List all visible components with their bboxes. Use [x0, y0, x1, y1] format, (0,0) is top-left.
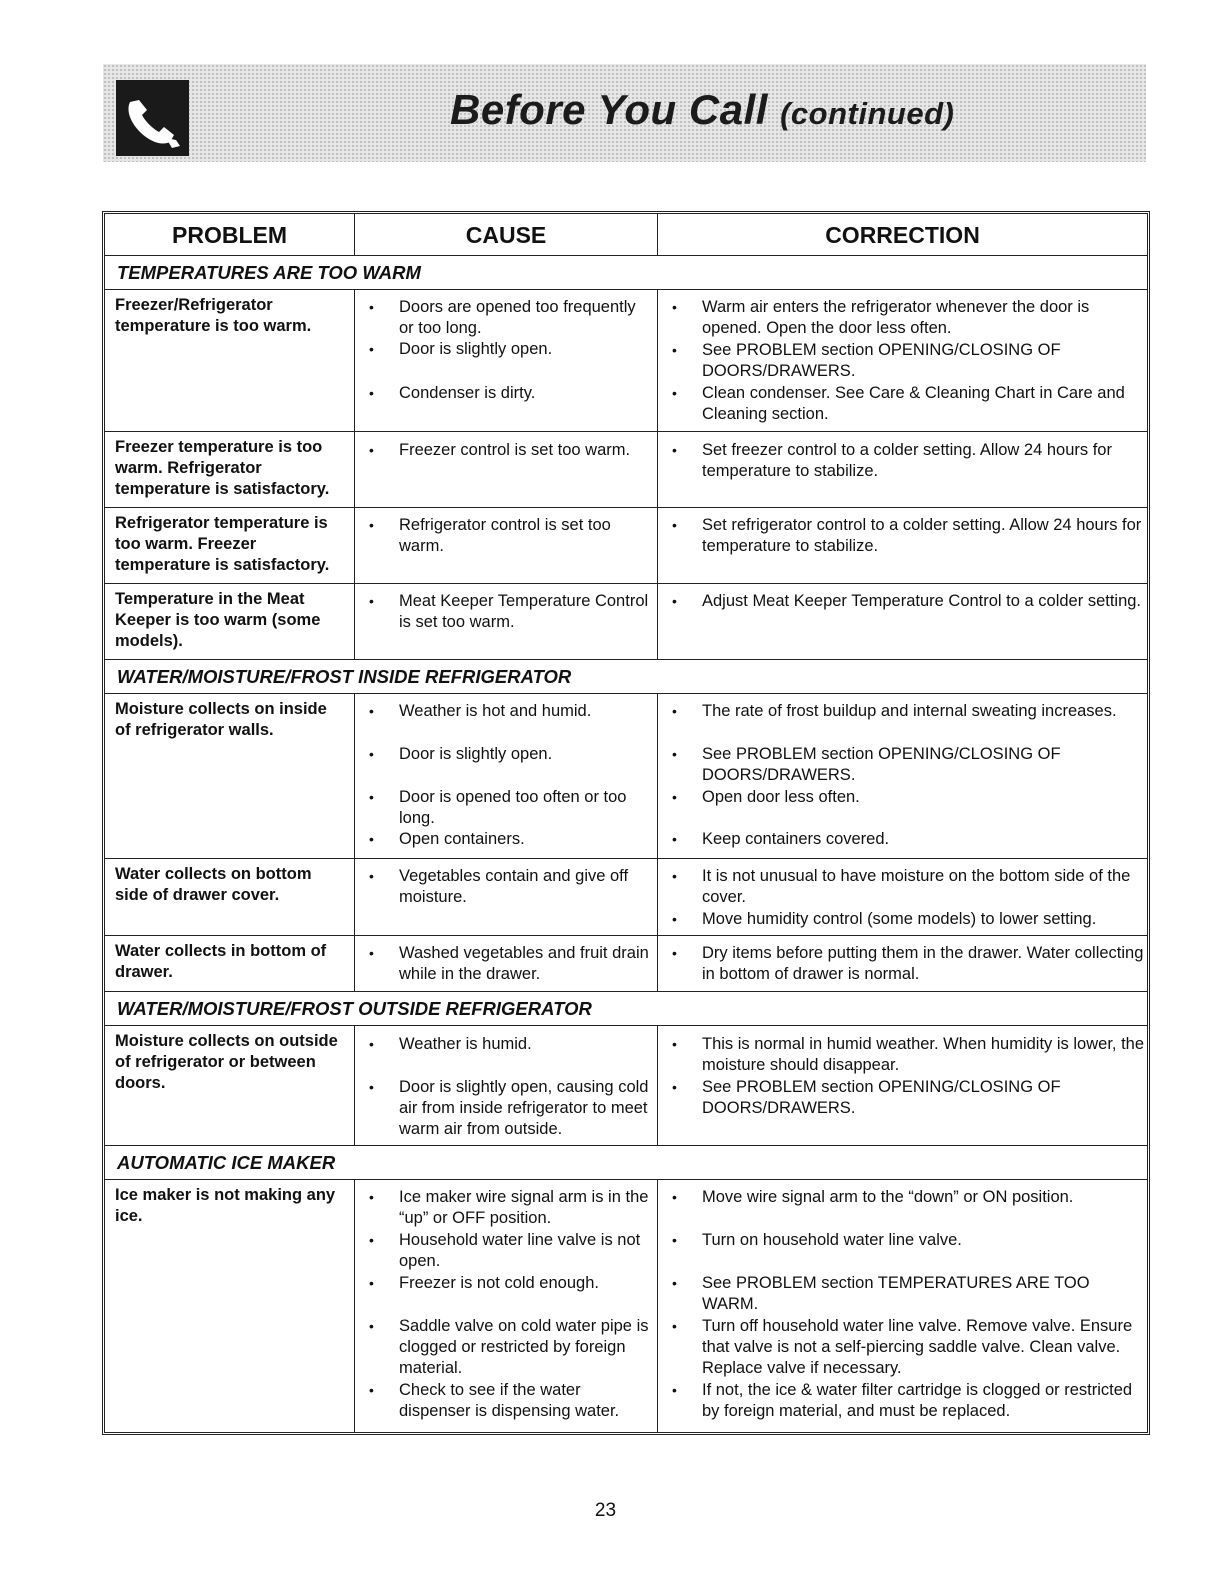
correction-item: • Warm air enters the refrigerator whenever the door is opened. Open the door less often. — [672, 297, 1145, 339]
correction-item: • Turn on household water line valve. — [672, 1230, 1145, 1251]
column-header-correction: CORRECTION — [825, 222, 980, 248]
cause-item: • Weather is humid. — [369, 1034, 651, 1055]
page-subtitle: (continued) — [780, 96, 955, 131]
problem-cell: Ice maker is not making any ice. — [105, 1180, 355, 1432]
correction-item: • Move humidity control (some models) to lower setting. — [672, 909, 1145, 930]
page-title: Before You Call (continued) — [450, 86, 955, 133]
correction-cell — [658, 508, 1147, 583]
cause-item: • Refrigerator control is set too warm. — [369, 515, 651, 557]
cause-item: • Washed vegetables and fruit drain while in the drawer. — [369, 943, 651, 985]
correction-item: • Turn off household water line valve. Remove valve. Ensure that valve is not a self-piercing saddle valve. Clean valve. Replace valve if necessary. — [672, 1316, 1145, 1379]
cause-cell — [355, 859, 658, 935]
problem-cell: Water collects on bottom side of drawer cover. — [105, 859, 355, 935]
correction-item: • Move wire signal arm to the “down” or ON position. — [672, 1187, 1145, 1208]
correction-item: • It is not unusual to have moisture on the bottom side of the cover. — [672, 866, 1145, 908]
correction-cell — [658, 290, 1147, 431]
problem-cell: Water collects in bottom of drawer. — [105, 936, 355, 991]
correction-item: • See PROBLEM section TEMPERATURES ARE TOO WARM. — [672, 1273, 1145, 1315]
correction-item: • Open door less often. — [672, 787, 1145, 808]
correction-item: • Set freezer control to a colder setting. Allow 24 hours for temperature to stabilize. — [672, 440, 1145, 482]
table-header — [105, 214, 1147, 256]
correction-item: • Keep containers covered. — [672, 829, 1145, 850]
correction-item: • If not, the ice & water filter cartridge is clogged or restricted by foreign material, and must be replaced. — [672, 1380, 1145, 1422]
cause-cell — [355, 290, 658, 431]
cause-item: • Door is opened too often or too long. — [369, 787, 651, 829]
problem-cell: Refrigerator temperature is too warm. Freezer temperature is satisfactory. — [105, 508, 355, 583]
table-row — [105, 584, 1147, 660]
problem-cell: Moisture collects on inside of refrigerator walls. — [105, 694, 355, 858]
correction-cell — [658, 1026, 1147, 1145]
table-row — [105, 694, 1147, 859]
telephone-icon — [116, 80, 189, 156]
problem-cell: Freezer/Refrigerator temperature is too warm. — [105, 290, 355, 431]
cause-item: • Freezer control is set too warm. — [369, 440, 651, 461]
section-heading: AUTOMATIC ICE MAKER — [105, 1146, 1147, 1180]
correction-item: • The rate of frost buildup and internal sweating increases. — [672, 701, 1145, 722]
cause-item: • Condenser is dirty. — [369, 383, 651, 404]
table-row — [105, 290, 1147, 432]
correction-item: • Set refrigerator control to a colder setting. Allow 24 hours for temperature to stabilize. — [672, 515, 1145, 557]
correction-item: • Adjust Meat Keeper Temperature Control to a colder setting. — [672, 591, 1145, 612]
cause-item: • Open containers. — [369, 829, 651, 850]
table-row — [105, 859, 1147, 936]
cause-cell — [355, 432, 658, 507]
cause-item: • Door is slightly open. — [369, 339, 651, 360]
cause-item: • Check to see if the water dispenser is dispensing water. — [369, 1380, 651, 1422]
troubleshooting-table — [102, 211, 1150, 1435]
correction-cell — [658, 694, 1147, 858]
correction-item: • See PROBLEM section OPENING/CLOSING OF DOORS/DRAWERS. — [672, 1077, 1145, 1119]
cause-item: • Weather is hot and humid. — [369, 701, 651, 722]
correction-cell — [658, 1180, 1147, 1432]
correction-item: • Clean condenser. See Care & Cleaning Chart in Care and Cleaning section. — [672, 383, 1145, 425]
table-row — [105, 508, 1147, 584]
problem-cell: Moisture collects on outside of refrigerator or between doors. — [105, 1026, 355, 1145]
correction-item: • See PROBLEM section OPENING/CLOSING OF DOORS/DRAWERS. — [672, 744, 1145, 786]
correction-cell — [658, 859, 1147, 935]
page-number: 23 — [594, 1500, 617, 1521]
cause-item: • Freezer is not cold enough. — [369, 1273, 651, 1294]
section-heading: TEMPERATURES ARE TOO WARM — [105, 256, 1147, 290]
correction-item: • Dry items before putting them in the drawer. Water collecting in bottom of drawer is normal. — [672, 943, 1145, 985]
table-row — [105, 936, 1147, 992]
section-heading: WATER/MOISTURE/FROST INSIDE REFRIGERATOR — [105, 660, 1147, 694]
cause-item: • Household water line valve is not open. — [369, 1230, 651, 1272]
problem-cell: Freezer temperature is too warm. Refrigerator temperature is satisfactory. — [105, 432, 355, 507]
table-row — [105, 1026, 1147, 1146]
cause-cell — [355, 1026, 658, 1145]
cause-item: • Doors are opened too frequently or too long. — [369, 297, 651, 339]
cause-item: • Door is slightly open. — [369, 744, 651, 765]
cause-cell — [355, 584, 658, 659]
correction-cell — [658, 584, 1147, 659]
correction-cell — [658, 936, 1147, 991]
cause-item: • Door is slightly open, causing cold air from inside refrigerator to meet warm air from outside. — [369, 1077, 651, 1140]
cause-item: • Vegetables contain and give off moisture. — [369, 866, 651, 908]
cause-cell — [355, 1180, 658, 1432]
table-row — [105, 1180, 1147, 1432]
cause-item: • Meat Keeper Temperature Control is set too warm. — [369, 591, 651, 633]
correction-cell — [658, 432, 1147, 507]
correction-item: • This is normal in humid weather. When humidity is lower, the moisture should disappear. — [672, 1034, 1145, 1076]
section-heading: WATER/MOISTURE/FROST OUTSIDE REFRIGERATOR — [105, 992, 1147, 1026]
table-row — [105, 432, 1147, 508]
cause-item: • Saddle valve on cold water pipe is clogged or restricted by foreign material. — [369, 1316, 651, 1379]
cause-cell — [355, 936, 658, 991]
problem-cell: Temperature in the Meat Keeper is too warm (some models). — [105, 584, 355, 659]
column-header-problem: PROBLEM — [105, 214, 355, 255]
column-header-cause: CAUSE — [355, 214, 658, 255]
correction-item: • See PROBLEM section OPENING/CLOSING OF DOORS/DRAWERS. — [672, 340, 1145, 382]
cause-item: • Ice maker wire signal arm is in the “up” or OFF position. — [369, 1187, 651, 1229]
cause-cell — [355, 508, 658, 583]
cause-cell — [355, 694, 658, 858]
